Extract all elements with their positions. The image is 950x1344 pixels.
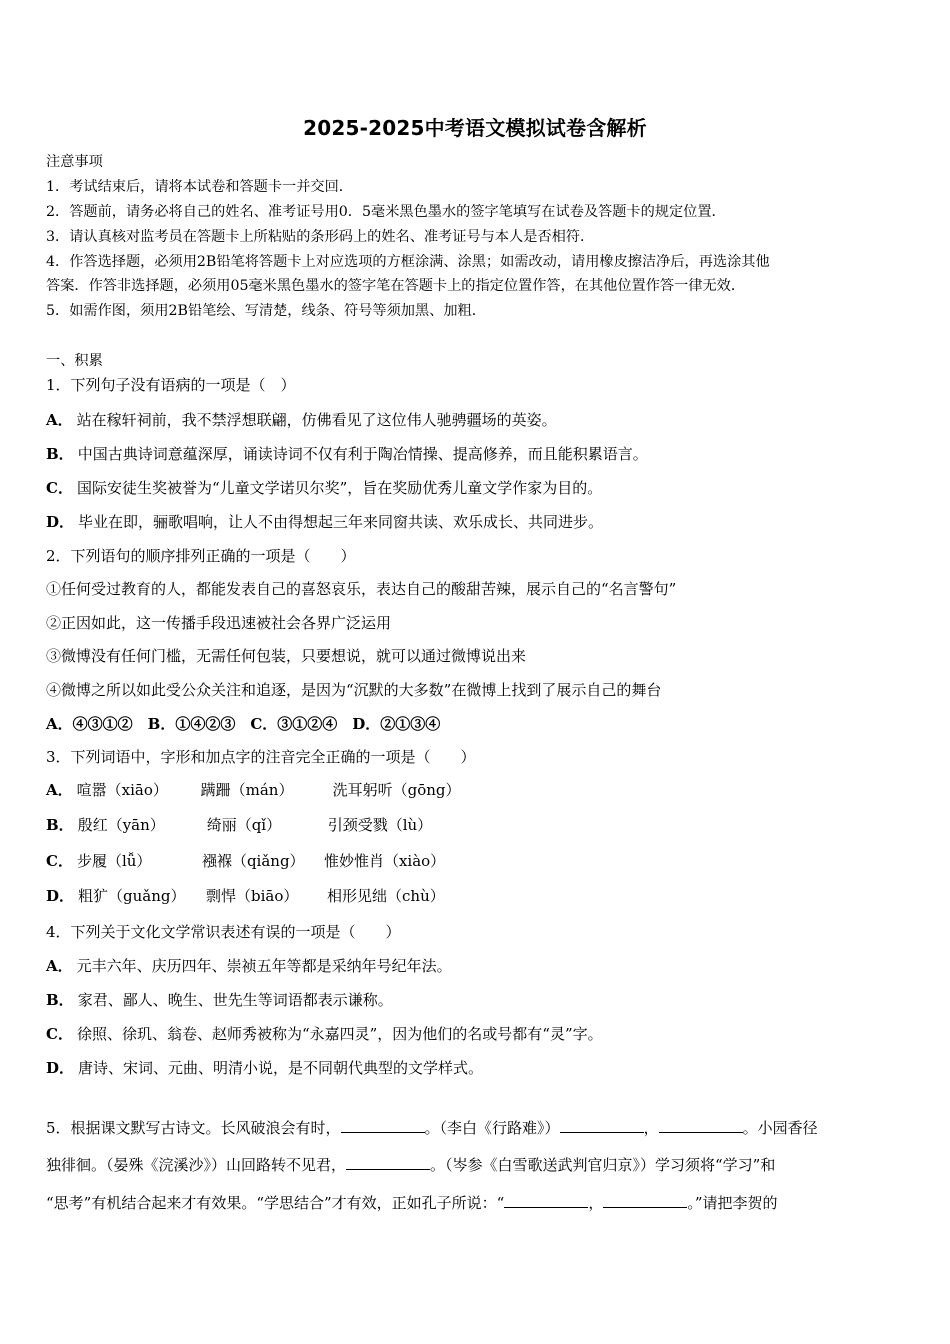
word-item: 襁褓（qiǎng） xyxy=(201,852,305,870)
word-item: 洗耳躬听（gōng） xyxy=(332,781,461,799)
notice-item: 2．答题前，请务必将自己的姓名、准考证号用0．5毫米黑色墨水的签字笔填写在试卷及答题卡的规定位置． xyxy=(46,204,726,220)
question-1-option-a xyxy=(46,411,557,429)
question-3-option-a xyxy=(46,781,461,799)
question-5-text: 。小园香径 xyxy=(742,1119,818,1137)
notice-item: 3．请认真核对监考员在答题卡上所粘贴的条形码上的姓名、准考证号与本人是否相符． xyxy=(46,229,595,245)
option-text: 徐照、徐玑、翁卷、赵师秀被称为“永嘉四灵”，因为他们的名或号都有“灵”字。 xyxy=(76,1025,603,1043)
option-text: 中国古典诗词意蕴深厚，诵读诗词不仅有利于陶冶情操、提高修养，而且能积累语言。 xyxy=(77,445,648,463)
question-5-text: ， xyxy=(643,1119,659,1137)
option-label: A． xyxy=(46,411,73,429)
option-label: C． xyxy=(46,479,73,497)
option-label: A． xyxy=(46,957,73,975)
page-title: 2025-2025中考语文模拟试卷含解析 xyxy=(303,116,647,140)
notice-item: 4．作答选择题，必须用2B铅笔将答题卡上对应选项的方框涂满、涂黑；如需改动，请用橡皮擦洁净后，再选涂其他 xyxy=(46,254,770,270)
answer-blank[interactable] xyxy=(346,1155,430,1170)
question-3-option-c xyxy=(46,852,445,870)
question-5-line-3 xyxy=(46,1193,778,1212)
notice-item: 1．考试结束后，请将本试卷和答题卡一并交回． xyxy=(46,179,353,195)
option-label: B． xyxy=(46,816,74,834)
option-label: D． xyxy=(46,887,75,905)
question-4-option-d xyxy=(46,1059,483,1077)
option-label: A． xyxy=(46,781,73,799)
question-2-sentence: ③微博没有任何门槛，无需任何包装，只要想说，就可以通过微博说出来 xyxy=(46,647,527,665)
answer-blank[interactable] xyxy=(659,1118,743,1133)
question-5-text: 。（李白《行路难》） xyxy=(424,1119,560,1137)
question-5-line-1 xyxy=(46,1118,818,1137)
question-4-option-b xyxy=(46,991,393,1009)
word-item: 粗犷（guǎng） xyxy=(78,887,186,905)
option-text: 元丰六年、庆历四年、崇祯五年等都是采纳年号纪年法。 xyxy=(76,957,452,975)
question-5-line-2 xyxy=(46,1155,775,1174)
question-2-answers: A．④③①② B．①④②③ C．③①②④ D．②①③④ xyxy=(46,715,441,733)
word-item: 惟妙惟肖（xiào） xyxy=(323,852,446,870)
word-item: 步履（lǚ） xyxy=(76,852,152,870)
word-item: 剽悍（biāo） xyxy=(206,887,299,905)
notice-item: 答案．作答非选择题，必须用05毫米黑色墨水的签字笔在答题卡上的指定位置作答，在其他位置作答一律无效． xyxy=(46,278,746,294)
option-text: 毕业在即，骊歌唱响，让人不由得想起三年来同窗共读、欢乐成长、共同进步。 xyxy=(78,513,604,531)
option-label: D． xyxy=(46,513,75,531)
section-heading: 一、积累 xyxy=(46,353,103,369)
question-1-option-b xyxy=(46,445,648,463)
question-5-text: 。（岑参《白雪歌送武判官归京》）学习须将“学习”和 xyxy=(430,1156,776,1174)
answer-blank[interactable] xyxy=(560,1118,644,1133)
answer-blank[interactable] xyxy=(603,1193,687,1208)
option-label: B． xyxy=(46,991,74,1009)
question-2-sentence: ①任何受过教育的人，都能发表自己的喜怒哀乐，表达自己的酸甜苦辣，展示自己的“名言警句” xyxy=(46,580,677,598)
question-1-option-d xyxy=(46,513,603,531)
question-1-stem: 1．下列句子没有语病的一项是（ ） xyxy=(46,376,296,394)
option-text: 站在稼轩祠前，我不禁浮想联翩，仿佛看见了这位伟人驰骋疆场的英姿。 xyxy=(76,411,557,429)
question-3-option-d xyxy=(46,887,445,905)
word-item: 相形见绌（chù） xyxy=(327,887,445,905)
question-2-stem: 2．下列语句的顺序排列正确的一项是（ ） xyxy=(46,547,356,565)
option-text: 唐诗、宋词、元曲、明清小说，是不同朝代典型的文学样式。 xyxy=(78,1059,484,1077)
option-label: C． xyxy=(46,852,73,870)
answer-blank[interactable] xyxy=(341,1118,425,1133)
question-4-option-c xyxy=(46,1025,603,1043)
option-label: C． xyxy=(46,1025,73,1043)
question-2-sentence: ②正因如此，这一传播手段迅速被社会各界广泛运用 xyxy=(46,614,392,632)
notice-item: 5．如需作图，须用2B铅笔绘、写清楚，线条、符号等须加黑、加粗． xyxy=(46,303,486,319)
question-4-stem: 4．下列关于文化文学常识表述有误的一项是（ ） xyxy=(46,923,401,941)
question-5-text: ， xyxy=(588,1194,604,1212)
word-item: 引颈受戮（lù） xyxy=(327,816,433,834)
word-item: 绮丽（qǐ） xyxy=(206,816,282,834)
question-4-option-a xyxy=(46,957,452,975)
question-5-text: 独徘徊。（晏殊《浣溪沙》）山回路转不见君， xyxy=(46,1156,347,1174)
notice-heading: 注意事项 xyxy=(46,154,103,170)
question-3-stem: 3．下列词语中，字形和加点字的注音完全正确的一项是（ ） xyxy=(46,748,476,766)
question-5-text: 5．根据课文默写古诗文。长风破浪会有时， xyxy=(46,1119,341,1137)
question-5-text: 。”请把李贺的 xyxy=(687,1194,778,1212)
option-label: B． xyxy=(46,445,74,463)
word-item: 殷红（yān） xyxy=(77,816,165,834)
option-label: D． xyxy=(46,1059,75,1077)
word-item: 喧嚣（xiāo） xyxy=(76,781,168,799)
question-1-option-c xyxy=(46,479,602,497)
word-item: 蹒跚（mán） xyxy=(200,781,294,799)
option-text: 国际安徒生奖被誉为“儿童文学诺贝尔奖”，旨在奖励优秀儿童文学作家为目的。 xyxy=(76,479,603,497)
option-text: 家君、鄙人、晚生、世先生等词语都表示谦称。 xyxy=(77,991,393,1009)
answer-blank[interactable] xyxy=(504,1193,588,1208)
question-2-sentence: ④微博之所以如此受公众关注和追逐，是因为“沉默的大多数”在微博上找到了展示自己的舞台 xyxy=(46,681,662,699)
question-3-option-b xyxy=(46,816,432,834)
question-5-text: “思考”有机结合起来才有效果。“学思结合”才有效，正如孔子所说：“ xyxy=(46,1194,505,1212)
